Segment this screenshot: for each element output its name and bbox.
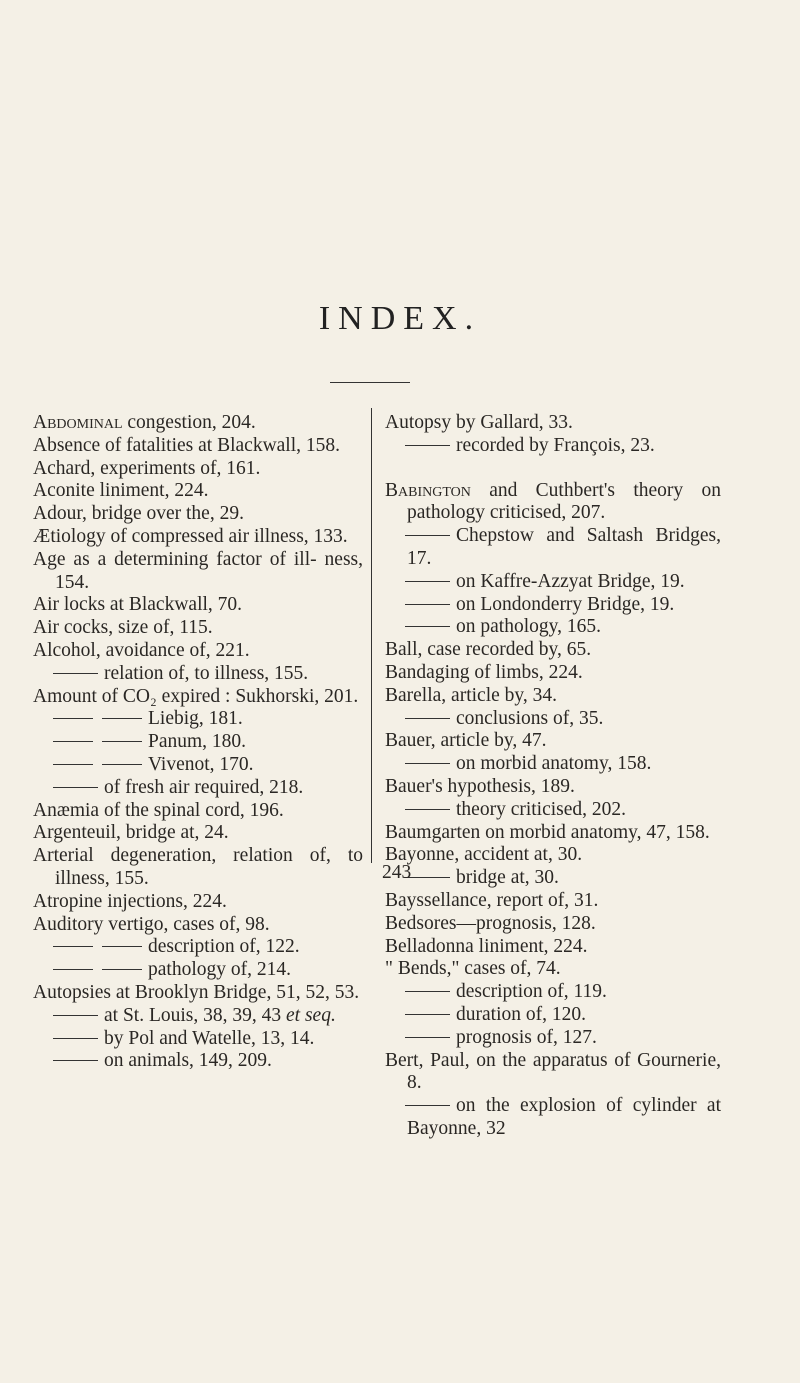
index-entry: Bauer's hypothesis, 189.	[385, 775, 575, 797]
index-subentry	[385, 799, 721, 822]
index-entry: Belladonna liniment, 224.	[385, 935, 588, 957]
index-entry: " Bends," cases of, 74.	[385, 958, 561, 980]
ditto-dash	[53, 969, 93, 970]
index-subentry	[33, 777, 363, 800]
index-entry: Alcohol, avoidance of, 221.	[33, 639, 250, 661]
index-entry: Adour, bridge over the, 29.	[33, 503, 244, 525]
ditto-dash	[405, 1014, 450, 1015]
ditto-dash	[53, 1015, 98, 1016]
index-subentry	[33, 754, 363, 777]
page-title: INDEX.	[318, 300, 482, 337]
index-subentry	[33, 1050, 363, 1073]
ditto-dash	[53, 787, 98, 788]
entry-text: relation of, to illness, 155.	[104, 662, 309, 684]
entry-text: at St. Louis, 38, 39, 43	[104, 1004, 287, 1026]
index-entry: Bayssellance, report of, 31.	[385, 889, 599, 911]
index-entry	[33, 412, 363, 435]
index-entry: Bedsores—prognosis, 128.	[385, 912, 596, 934]
ditto-dash	[405, 1105, 450, 1106]
index-entry: Amount of CO₂ expired : Sukhorski, 201.	[33, 685, 359, 707]
entry-text: bridge at, 30.	[456, 867, 559, 889]
left-column	[33, 412, 363, 1073]
index-entry: Autopsy by Gallard, 33.	[385, 412, 573, 433]
entry-text: on Londonderry Bridge, 19.	[456, 593, 675, 615]
index-subentry	[33, 936, 363, 959]
title-rule	[330, 382, 410, 383]
entry-text: Vivenot, 170.	[148, 753, 254, 775]
entry-text: on morbid anatomy, 158.	[456, 753, 652, 775]
ditto-dash	[53, 764, 93, 765]
index-subentry	[385, 1027, 721, 1050]
entry-text: Liebig, 181.	[148, 708, 243, 730]
index-subentry	[385, 1095, 721, 1141]
page-number: 243	[382, 862, 412, 883]
index-entry: Air locks at Blackwall, 70.	[33, 594, 243, 616]
ditto-dash	[405, 991, 450, 992]
index-entry	[385, 480, 721, 526]
right-column	[385, 412, 721, 1141]
entry-text: by Pol and Watelle, 13, 14.	[104, 1027, 315, 1049]
entry-text: and Cuthbert's theory on pathology criticised, 207.	[407, 479, 721, 524]
index-entry: Argenteuil, bridge at, 24.	[33, 822, 229, 844]
index-entry: Bayonne, accident at, 30.	[385, 844, 583, 866]
ditto-dash	[405, 626, 450, 627]
index-entry: Ball, case recorded by, 65.	[385, 639, 592, 661]
ditto-dash	[405, 809, 450, 810]
ditto-dash	[405, 1037, 450, 1038]
index-entry: Aconite liniment, 224.	[33, 480, 209, 502]
ditto-dash	[53, 718, 93, 719]
ditto-dash	[53, 741, 93, 742]
ditto-dash	[102, 764, 142, 765]
ditto-dash	[102, 718, 142, 719]
entry-text: theory criticised, 202.	[456, 798, 627, 820]
ditto-dash	[102, 969, 142, 970]
ditto-dash	[53, 1060, 98, 1061]
entry-text: description of, 122.	[148, 936, 300, 958]
index-subentry	[33, 663, 363, 686]
ditto-dash	[53, 946, 93, 947]
index-subentry	[33, 708, 363, 731]
entry-text: Panum, 180.	[148, 731, 247, 753]
index-subentry	[385, 616, 721, 639]
index-subentry	[385, 867, 721, 890]
index-entry: Auditory vertigo, cases of, 98.	[33, 913, 270, 935]
ditto-dash	[53, 673, 98, 674]
index-entry: Ætiology of compressed air illness, 133.	[33, 525, 348, 547]
entry-text: prognosis of, 127.	[456, 1026, 597, 1048]
index-subentry	[33, 959, 363, 982]
index-subentry	[33, 1028, 363, 1051]
entry-head: Abdominal	[33, 412, 123, 433]
entry-text: recorded by François, 23.	[456, 434, 655, 456]
index-subentry	[385, 1004, 721, 1027]
index-subentry	[385, 981, 721, 1004]
entry-text: pathology of, 214.	[148, 959, 291, 981]
index-entry: Air cocks, size of, 115.	[33, 617, 213, 639]
index-subentry	[385, 435, 721, 458]
index-entry: Baumgarten on morbid anatomy, 47, 158.	[385, 821, 710, 843]
column-divider	[371, 408, 372, 863]
ditto-dash	[405, 581, 450, 582]
ditto-dash	[405, 877, 450, 878]
entry-text: congestion, 204.	[122, 412, 256, 433]
index-subentry	[385, 708, 721, 731]
index-entry: Anæmia of the spinal cord, 196.	[33, 799, 284, 821]
entry-text: on animals, 149, 209.	[104, 1050, 272, 1072]
ditto-dash	[405, 604, 450, 605]
entry-text: of fresh air required, 218.	[104, 776, 304, 798]
index-entry: Arterial degeneration, relation of, to illness, 155.	[33, 845, 363, 889]
entry-text: conclusions of, 35.	[456, 707, 604, 729]
entry-text: on Kaffre-Azzyat Bridge, 19.	[456, 570, 685, 592]
ditto-dash	[102, 741, 142, 742]
ditto-dash	[53, 1038, 98, 1039]
index-entry: Achard, experiments of, 161.	[33, 457, 261, 479]
index-entry: Bandaging of limbs, 224.	[385, 661, 583, 683]
ditto-dash	[405, 763, 450, 764]
entry-text: duration of, 120.	[456, 1003, 586, 1025]
index-entry: Barella, article by, 34.	[385, 684, 557, 706]
ditto-dash	[102, 946, 142, 947]
entry-emphasis: et seq.	[286, 1004, 336, 1026]
entry-text: on the explosion of cylinder at Bayonne, 32	[407, 1095, 721, 1139]
ditto-dash	[405, 535, 450, 536]
entry-text: on pathology, 165.	[456, 616, 601, 638]
ditto-dash	[405, 718, 450, 719]
entry-head: Babington	[385, 479, 471, 501]
index-subentry	[385, 525, 721, 571]
index-entry: Bauer, article by, 47.	[385, 730, 547, 752]
index-subentry	[33, 1005, 363, 1028]
index-subentry	[385, 594, 721, 617]
index-entry: Age as a determining factor of ill- ness, 154.	[33, 548, 363, 593]
ditto-dash	[405, 445, 450, 446]
index-subentry	[33, 731, 363, 754]
index-entry: Bert, Paul, on the apparatus of Gournerie, 8.	[385, 1049, 721, 1094]
index-entry: Atropine injections, 224.	[33, 890, 227, 912]
index-entry: Absence of fatalities at Blackwall, 158.	[33, 434, 341, 456]
index-subentry	[385, 753, 721, 776]
index-subentry	[385, 571, 721, 594]
index-entry: Autopsies at Brooklyn Bridge, 51, 52, 53.	[33, 981, 360, 1003]
entry-text: description of, 119.	[456, 981, 607, 1003]
entry-text: Chepstow and Saltash Bridges, 17.	[407, 525, 721, 569]
